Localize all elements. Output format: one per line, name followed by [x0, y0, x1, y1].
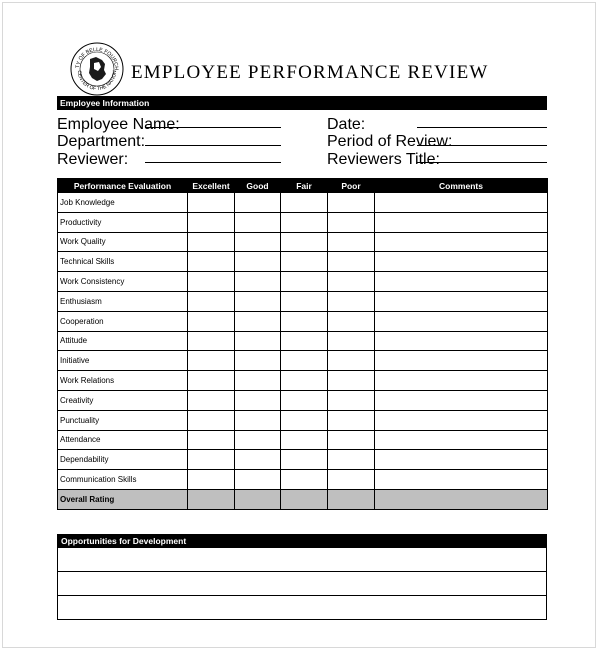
rating-cell-excellent[interactable]: [188, 470, 235, 490]
rating-cell-fair[interactable]: [281, 430, 328, 450]
rating-cell-poor[interactable]: [328, 489, 375, 509]
rating-cell-poor[interactable]: [328, 272, 375, 292]
comments-cell[interactable]: [375, 232, 548, 252]
col-header-poor: Poor: [328, 179, 375, 193]
criterion-label: Attendance: [58, 430, 188, 450]
rating-cell-excellent[interactable]: [188, 272, 235, 292]
rating-cell-poor[interactable]: [328, 470, 375, 490]
rating-cell-fair[interactable]: [281, 489, 328, 509]
criterion-label: Technical Skills: [58, 252, 188, 272]
criterion-label: Attitude: [58, 331, 188, 351]
development-table: [57, 534, 547, 620]
reviewer-label: Reviewer:: [57, 151, 129, 168]
rating-cell-fair[interactable]: [281, 351, 328, 371]
rating-cell-good[interactable]: [235, 371, 281, 391]
period-of-review-field[interactable]: [417, 145, 547, 146]
evaluation-header-row: [58, 179, 548, 193]
rating-cell-good[interactable]: [235, 410, 281, 430]
comments-cell[interactable]: [375, 430, 548, 450]
criterion-row: [58, 351, 548, 371]
criterion-row: [58, 450, 548, 470]
criterion-row: [58, 470, 548, 490]
rating-cell-good[interactable]: [235, 450, 281, 470]
form-header: [3, 3, 597, 95]
rating-cell-excellent[interactable]: [188, 193, 235, 213]
document-title: EMPLOYEE PERFORMANCE REVIEW: [131, 62, 489, 83]
rating-cell-fair[interactable]: [281, 311, 328, 331]
rating-cell-excellent[interactable]: [188, 410, 235, 430]
criterion-row: [58, 212, 548, 232]
rating-cell-poor[interactable]: [328, 450, 375, 470]
department-label: Department:: [57, 133, 146, 150]
criterion-label: Work Consistency: [58, 272, 188, 292]
rating-cell-excellent[interactable]: [188, 311, 235, 331]
comments-cell[interactable]: [375, 193, 548, 213]
rating-cell-poor[interactable]: [328, 410, 375, 430]
col-header-fair: Fair: [281, 179, 328, 193]
rating-cell-fair[interactable]: [281, 470, 328, 490]
employee-info-header: Employee Information: [57, 96, 547, 110]
comments-cell[interactable]: [375, 272, 548, 292]
criterion-label: Cooperation: [58, 311, 188, 331]
date-label: Date:: [327, 116, 366, 133]
development-row: [58, 596, 547, 620]
criterion-label: Enthusiasm: [58, 291, 188, 311]
comments-cell[interactable]: [375, 371, 548, 391]
comments-cell[interactable]: [375, 212, 548, 232]
rating-cell-good[interactable]: [235, 390, 281, 410]
rating-cell-good[interactable]: [235, 470, 281, 490]
city-seal-logo: [69, 41, 125, 97]
development-row: [58, 548, 547, 572]
rating-cell-poor[interactable]: [328, 371, 375, 391]
criterion-label: Creativity: [58, 390, 188, 410]
criterion-label: Punctuality: [58, 410, 188, 430]
criterion-row: [58, 252, 548, 272]
col-header-excellent: Excellent: [188, 179, 235, 193]
rating-cell-good[interactable]: [235, 430, 281, 450]
department-field[interactable]: [145, 145, 281, 146]
rating-cell-excellent[interactable]: [188, 371, 235, 391]
rating-cell-fair[interactable]: [281, 252, 328, 272]
criterion-label: Job Knowledge: [58, 193, 188, 213]
criterion-row: [58, 232, 548, 252]
svg-text:CITY OF BELLE FOURCHE: TY OF BELLE FOURCH: [74, 46, 120, 71]
rating-cell-excellent[interactable]: [188, 291, 235, 311]
rating-cell-excellent[interactable]: [188, 351, 235, 371]
employee-name-field[interactable]: [145, 127, 281, 128]
form-page: [2, 2, 596, 648]
criterion-row: [58, 430, 548, 450]
criterion-row: [58, 331, 548, 351]
criterion-label: Communication Skills: [58, 470, 188, 490]
rating-cell-excellent[interactable]: [188, 489, 235, 509]
rating-cell-good[interactable]: [235, 489, 281, 509]
comments-cell[interactable]: [375, 331, 548, 351]
rating-cell-excellent[interactable]: [188, 212, 235, 232]
comments-cell[interactable]: [375, 390, 548, 410]
rating-cell-fair[interactable]: [281, 410, 328, 430]
criterion-row: [58, 371, 548, 391]
comments-cell[interactable]: [375, 311, 548, 331]
rating-cell-fair[interactable]: [281, 272, 328, 292]
rating-cell-poor[interactable]: [328, 390, 375, 410]
reviewers-title-label: Reviewers Title:: [327, 151, 440, 168]
comments-cell[interactable]: [375, 252, 548, 272]
rating-cell-fair[interactable]: [281, 291, 328, 311]
col-header-good: Good: [235, 179, 281, 193]
rating-cell-fair[interactable]: [281, 232, 328, 252]
rating-cell-good[interactable]: [235, 291, 281, 311]
rating-cell-excellent[interactable]: [188, 252, 235, 272]
period-of-review-label: Period of Review:: [327, 133, 453, 150]
rating-cell-good[interactable]: [235, 232, 281, 252]
rating-cell-poor[interactable]: [328, 212, 375, 232]
rating-cell-good[interactable]: [235, 351, 281, 371]
rating-cell-poor[interactable]: [328, 232, 375, 252]
rating-cell-poor[interactable]: [328, 311, 375, 331]
rating-cell-excellent[interactable]: [188, 331, 235, 351]
rating-cell-good[interactable]: [235, 272, 281, 292]
rating-cell-poor[interactable]: [328, 291, 375, 311]
rating-cell-poor[interactable]: [328, 331, 375, 351]
criterion-label: Initiative: [58, 351, 188, 371]
rating-cell-excellent[interactable]: [188, 450, 235, 470]
criterion-row: [58, 272, 548, 292]
rating-cell-good[interactable]: [235, 331, 281, 351]
rating-cell-fair[interactable]: [281, 450, 328, 470]
performance-evaluation-table: [57, 178, 548, 510]
criterion-label: Work Quality: [58, 232, 188, 252]
development-field[interactable]: [58, 596, 547, 620]
employee-name-label: Employee Name:: [57, 116, 180, 133]
rating-cell-excellent[interactable]: [188, 232, 235, 252]
rating-cell-good[interactable]: [235, 311, 281, 331]
svg-text:CENTER OF THE NATION: CENTER OF THE NATION: [75, 70, 119, 93]
col-header-comments: Comments: [375, 179, 548, 193]
reviewers-title-field[interactable]: [417, 162, 547, 163]
rating-cell-good[interactable]: [235, 212, 281, 232]
comments-cell[interactable]: [375, 291, 548, 311]
rating-cell-poor[interactable]: [328, 252, 375, 272]
criterion-label: Work Relations: [58, 371, 188, 391]
comments-cell[interactable]: [375, 470, 548, 490]
development-row: [58, 572, 547, 596]
comments-cell[interactable]: [375, 351, 548, 371]
rating-cell-good[interactable]: [235, 252, 281, 272]
date-field[interactable]: [417, 127, 547, 128]
criterion-row: [58, 390, 548, 410]
comments-cell[interactable]: [375, 410, 548, 430]
rating-cell-good[interactable]: [235, 193, 281, 213]
comments-cell[interactable]: [375, 489, 548, 509]
overall-rating-row: [58, 489, 548, 509]
rating-cell-fair[interactable]: [281, 193, 328, 213]
criterion-label: Productivity: [58, 212, 188, 232]
criterion-label: Dependability: [58, 450, 188, 470]
criterion-row: [58, 193, 548, 213]
rating-cell-fair[interactable]: [281, 331, 328, 351]
reviewer-field[interactable]: [145, 162, 281, 163]
development-field[interactable]: [58, 572, 547, 596]
rating-cell-poor[interactable]: [328, 193, 375, 213]
criterion-row: [58, 311, 548, 331]
overall-rating-label: Overall Rating: [58, 489, 188, 509]
comments-cell[interactable]: [375, 450, 548, 470]
rating-cell-fair[interactable]: [281, 390, 328, 410]
development-header: Opportunities for Development: [58, 535, 547, 548]
col-header-performance-evaluation: Performance Evaluation: [58, 179, 188, 193]
rating-cell-poor[interactable]: [328, 430, 375, 450]
criterion-row: [58, 291, 548, 311]
criterion-row: [58, 410, 548, 430]
rating-cell-poor[interactable]: [328, 351, 375, 371]
development-field[interactable]: [58, 548, 547, 572]
rating-cell-fair[interactable]: [281, 371, 328, 391]
rating-cell-fair[interactable]: [281, 212, 328, 232]
rating-cell-excellent[interactable]: [188, 430, 235, 450]
rating-cell-excellent[interactable]: [188, 390, 235, 410]
